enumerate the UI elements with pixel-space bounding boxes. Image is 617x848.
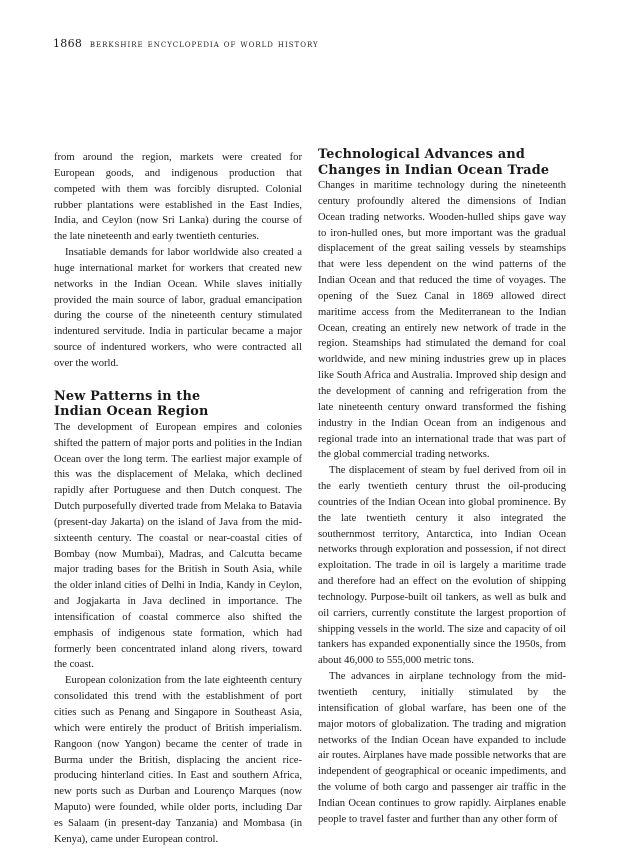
body-paragraph: The development of European empires and colonies shifted the pattern of major ports and polities in the Indian Ocean over the long term. The earliest major example of this was the displacement of Melaka, which declined rapidly after Portuguese and then Dutch conquest. The Dutch purposefully diverted trade from Melaka to Batavia (present-day Jakarta) on the island of Java from the mid-sixteenth century. The coastal or near-coastal cities of Bombay (now Mumbai), Madras, and Calcutta became major trading bases for the British in South Asia, while the older inland cities of Delhi in India, Kandy in Ceylon, and Jogjakarta in Java declined in importance. The intensification of coastal commerce also shifted the emphasis of indigenous state formation, which had formerly been concentrated inland along rivers, toward the coast. bbox=[54, 421, 302, 671]
section-heading bbox=[318, 147, 566, 178]
page-number: 1868 bbox=[53, 37, 83, 50]
right-column bbox=[318, 147, 566, 828]
section-heading bbox=[54, 389, 302, 420]
heading-line: Technological Advances and bbox=[318, 147, 525, 162]
heading-line: New Patterns in the bbox=[54, 388, 201, 404]
body-paragraph: Changes in maritime technology during the nineteenth century profoundly altered the dimensions of Indian Ocean trading networks. Wooden-hulled ships gave way to iron-hulled ones, but more important was the gradual displacement of the great sailing vessels by steamships that were less dependent on the wind patterns of the Indian Ocean and that reduced the time of voyages. The opening of the Suez Canal in 1869 allowed direct maritime access from the Mediterranean to the Indian Ocean, creating an entirely new network of trade in the region. Steamships had stimulated the demand for coal worldwide, and new mining industries grew up in places like South Africa and Australia. Improved ship design and the development of canning and refrigeration from the late nineteenth century onward transformed the fishing industry in the Indian Ocean from an indigenous and regional trade into an international trade that was part of the global commercial trading networks. bbox=[318, 180, 566, 461]
running-title: berkshire encyclopedia of world history bbox=[89, 39, 319, 50]
running-head bbox=[53, 37, 319, 50]
body-paragraph: European colonization from the late eighteenth century consolidated this trend with the establishment of port cities such as Penang and Singapore in Southeast Asia, which were entirely the product of British imperialism. Rangoon (now Yangon) became the center of trade in Burma under the British, displacing the ancient rice-producing hinterland cities. In East and southern Africa, new ports such as Durban and Lourenço Marques (now Maputo) were founded, while older ports, including Dar es Salaam (in present-day Tanzania) and Mombasa (in Kenya), came under European control. bbox=[54, 675, 302, 845]
heading-line: Changes in Indian Ocean Trade bbox=[318, 162, 550, 178]
body-paragraph: Insatiable demands for labor worldwide also created a huge international market for workers that created new networks in the Indian Ocean. While slaves initially provided the main source of labor, gradual emancipation during the course of the nineteenth century stimulated indentured servitude. India in particular became a major source of indentured workers, who were contracted all over the world. bbox=[54, 247, 302, 369]
body-paragraph: The advances in airplane technology from the mid-twentieth century, initially stimulated by the intensification of global warfare, has been one of the major motors of globalization. The trading and migration networks of the Indian Ocean have expanded to include air routes. Airplanes have made possible networks that are independent of geographical or oceanic impediments, and the volume of both cargo and passenger air traffic in the Indian Ocean continues to grow rapidly. Airplanes enable people to travel faster and further than any other form of bbox=[318, 671, 566, 825]
body-paragraph: The displacement of steam by fuel derived from oil in the early twentieth century thrust the oil-producing countries of the Indian Ocean into global prominence. By the late twentieth century it also integrated the southernmost territory, Antarctica, into Indian Ocean networks through exploration and possession, if not direct exploitation. The trade in oil is largely a maritime trade and therefore had an effect on the evolution of shipping technology. Purpose-built oil tankers, as well as bulk and oil carriers, currently constitute the largest proportion of shipping vessels in the world. The size and capacity of oil tankers has expanded exponentially since the 1950s, from about 46,000 to 555,000 metric tons. bbox=[318, 465, 566, 667]
body-paragraph: from around the region, markets were created for European goods, and indigenous production that competed with them was forcibly disrupted. Colonial rubber plantations were established in the East Indies, India, and Ceylon (now Sri Lanka) during the course of the late nineteenth and early twentieth centuries. bbox=[54, 152, 302, 243]
heading-line: Indian Ocean Region bbox=[54, 404, 209, 420]
left-column bbox=[54, 150, 302, 848]
